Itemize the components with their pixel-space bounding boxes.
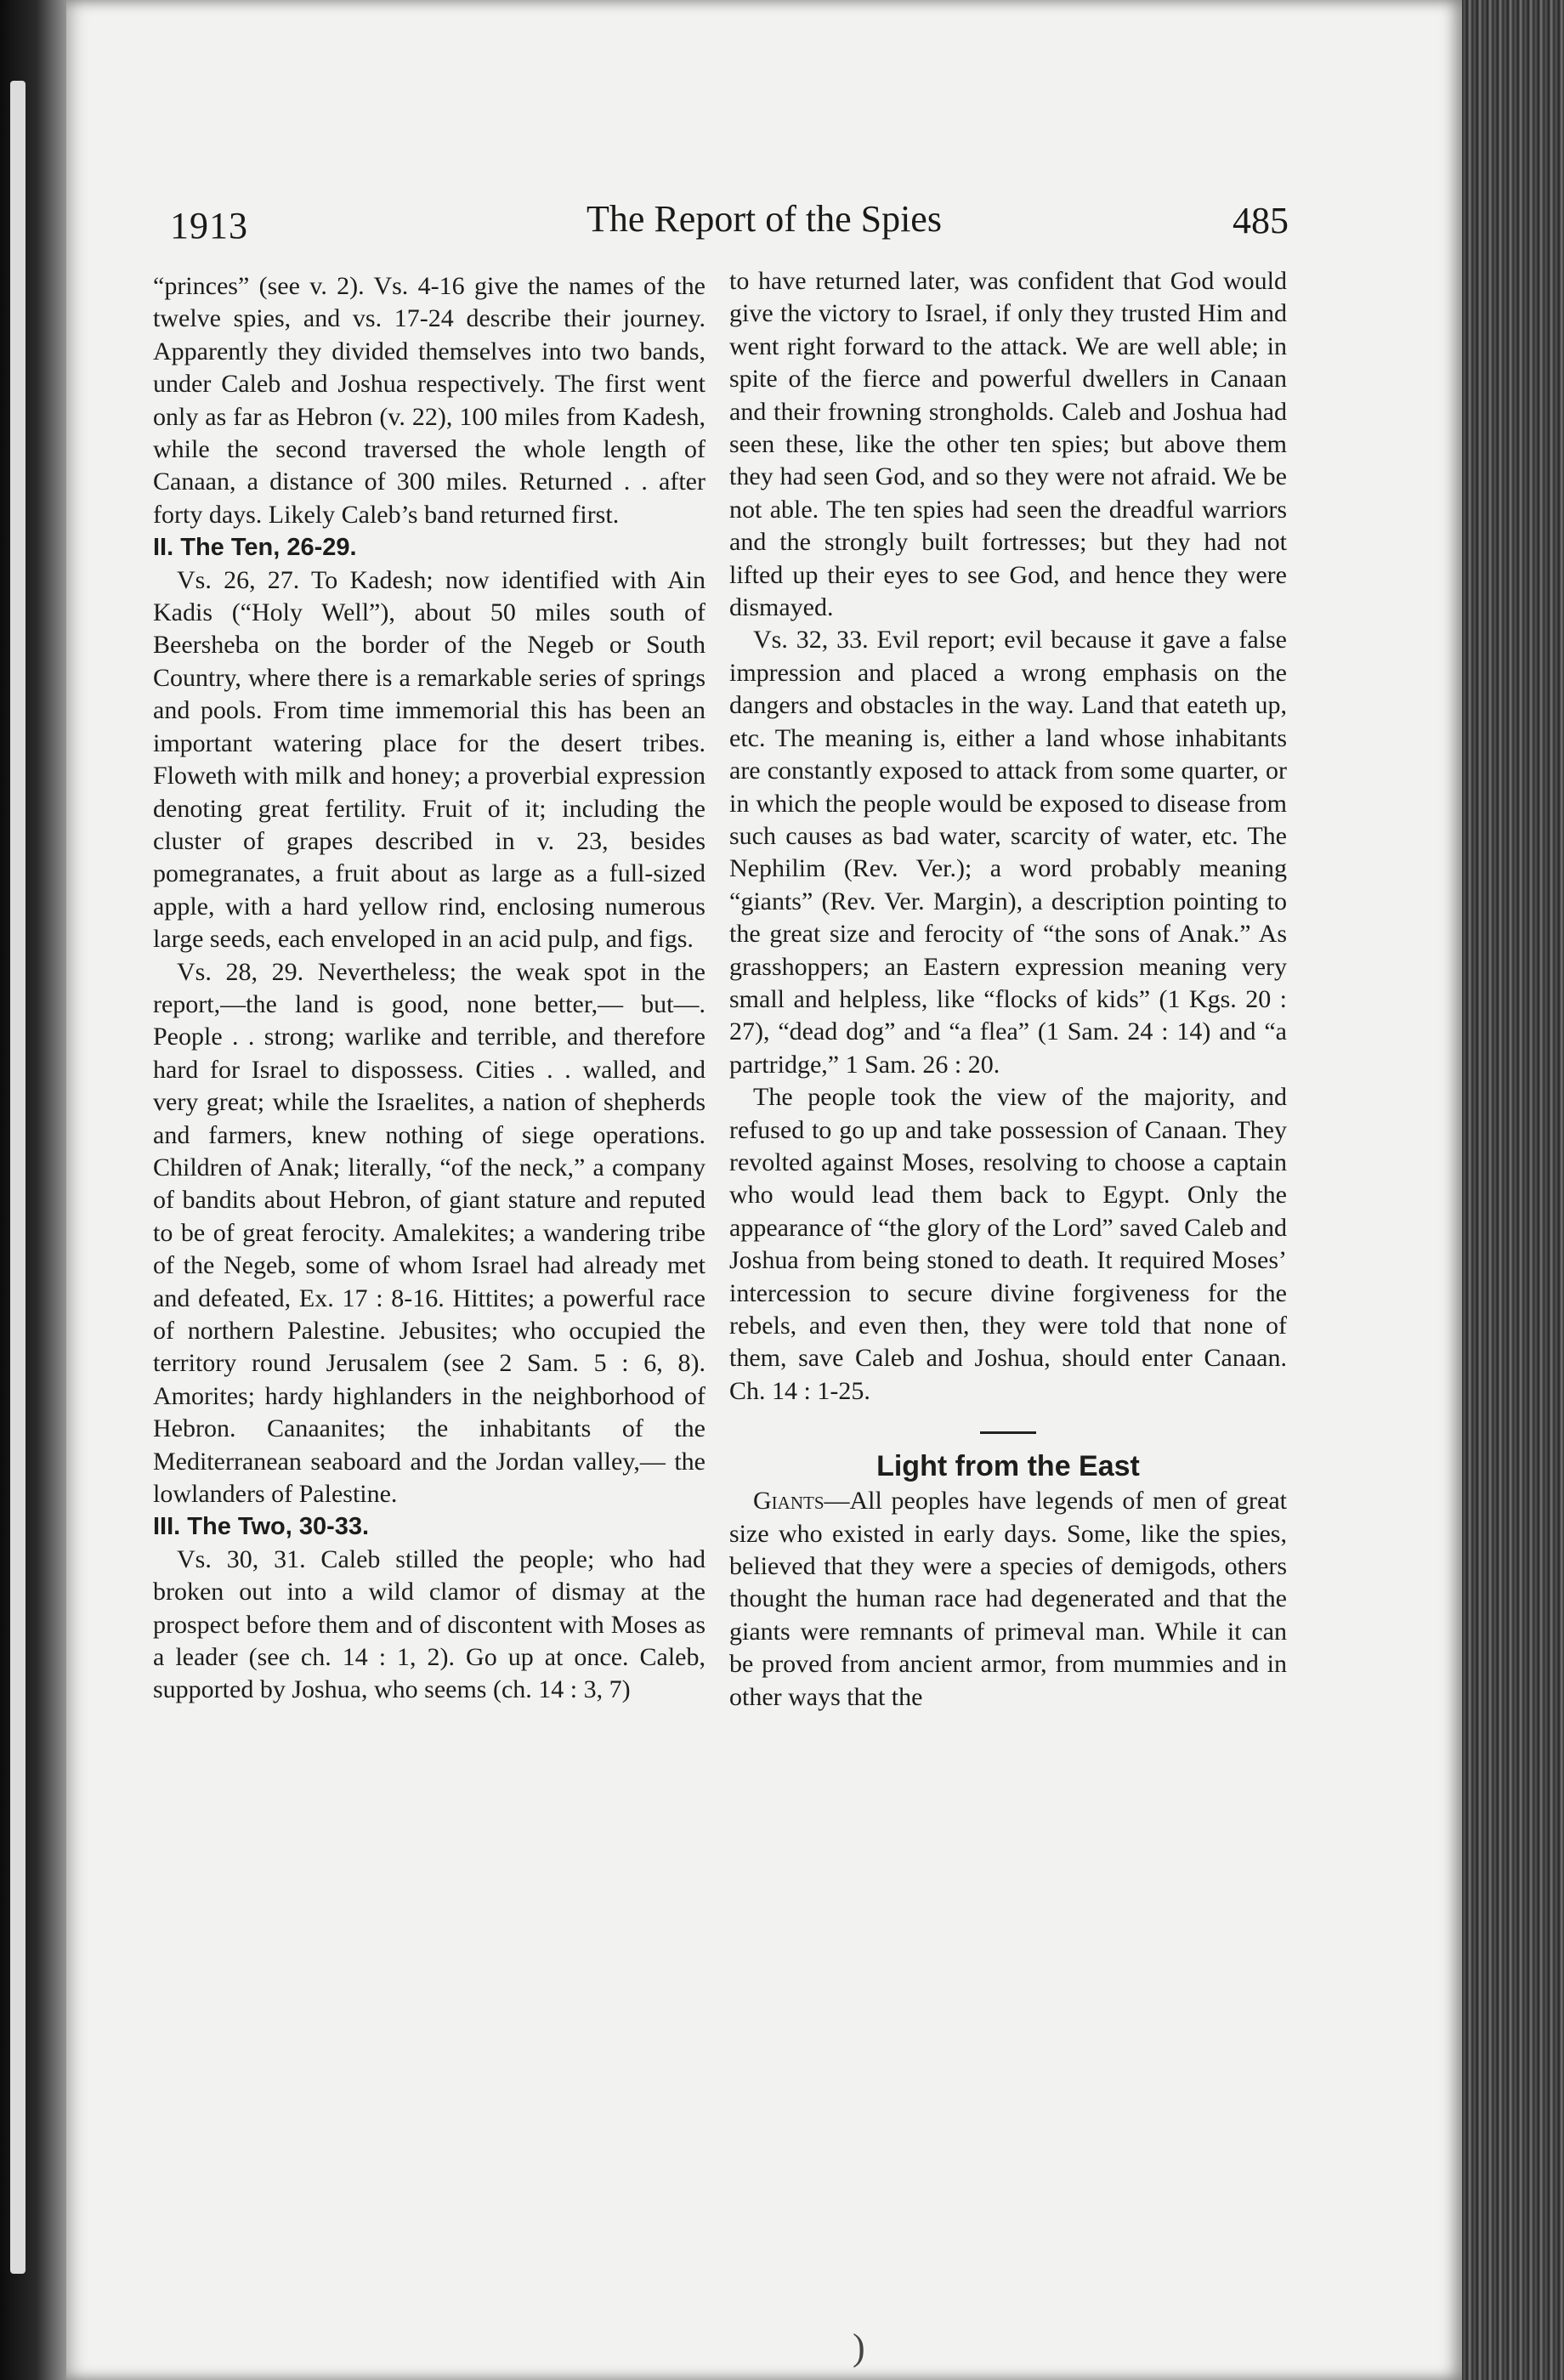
- paragraph: Vs. 28, 29. Nevertheless; the weak spot in the report,—the land is good, none better,— but—. People . . strong; warlike and terrible, and therefore hard for Israel to dispossess. Cities . . walled, and very great; while the Israelites, a nation of shepherds and farmers, knew nothing of siege operations. Children of Anak; literally, “of the neck,” a company of bandits about Hebron, of giant stature and reputed to be of great ferocity. Amalekites; a wandering tribe of the Negeb, some of whom Israel had already met and defeated, Ex. 17 : 8-16. Hittites; a powerful race of northern Palestine. Jebusites; who occupied the territory round Jerusalem (see 2 Sam. 5 : 6, 8). Amorites; hardy highlanders in the neighborhood of Hebron. Canaanites; the inhabitants of the Mediterranean seaboard and the Jordan valley,— the lowlanders of Palestine.: [153, 957, 706, 1509]
- giants-text: —All peoples have legends of men of great size who existed in early days. Some, like the spies, believed that they were a species of demigods, others thought the human race had degenerated and that the giants were remnants of primeval man. While it can be proved from ancient armor, from mummies and in other ways that the: [729, 1487, 1287, 1711]
- page-number: 485: [1232, 200, 1289, 241]
- right-column: [729, 265, 1287, 1714]
- section-heading-the-two: III. The Two, 30-33.: [153, 1513, 370, 1541]
- giants-lead-word: Giants: [753, 1487, 824, 1516]
- section-heading-the-ten: II. The Ten, 26-29.: [153, 534, 357, 562]
- paragraph: Vs. 32, 33. Evil report; evil because it gave a false impression and placed a wrong emphasis on the dangers and obstacles in the way. Land that eateth up, etc. The meaning is, either a land whose inhabitants are constantly exposed to attack from some quarter, or in which the people would be exposed to disease from such causes as bad water, scarcity of water, etc. The Nephilim (Rev. Ver.); a word probably meaning “giants” (Rev. Ver. Margin), a description pointing to the great size and ferocity of “the sons of Anak.” As grasshoppers; an Eastern expression meaning very small and helpless, like “flocks of kids” (1 Kgs. 20 : 27), “dead dog” and “a flea” (1 Sam. 24 : 14) and “a partridge,” 1 Sam. 26 : 20.: [729, 626, 1287, 1079]
- section-divider-rule: [980, 1431, 1036, 1434]
- bottom-scan-mark: ): [853, 2326, 865, 2368]
- paragraph: “princes” (see v. 2). Vs. 4-16 give the names of the twelve spies, and vs. 17-24 describe their journey. Apparently they divided themselves into two bands, under Caleb and Joshua respectively. The first went only as far as Hebron (v. 22), 100 miles from Kadesh, while the second traversed the whole length of Canaan, a distance of 300 miles. Returned . . after forty days. Likely Caleb’s band returned first.: [153, 272, 706, 529]
- running-head-title: The Report of the Spies: [586, 198, 942, 240]
- paragraph: Vs. 30, 31. Caleb stilled the people; who had broken out into a wild clamor of dismay at the prospect before them and of discontent with Moses as a leader (see ch. 14 : 1, 2). Go up at once. Caleb, supported by Joshua, who seems (ch. 14 : 3, 7): [153, 1544, 706, 1704]
- book-fore-edge: [1462, 0, 1564, 2380]
- left-column: [153, 270, 706, 1707]
- book-page: [66, 0, 1462, 2380]
- facing-page-edge: [10, 81, 26, 2274]
- paragraph: The people took the view of the majority, and refused to go up and take possession of Canaan. They revolted against Moses, resolving to choose a captain who would lead them back to Egypt. Only the appearance of “the glory of the Lord” saved Caleb and Joshua from being stoned to death. It required Moses’ intercession to secure divine forgiveness for the rebels, and even then, they were told that none of them, save Caleb and Joshua, should enter Canaan. Ch. 14 : 1-25.: [729, 1083, 1287, 1405]
- running-head: [66, 194, 1462, 245]
- paragraph: to have returned later, was confident that God would give the victory to Israel, if only they trusted Him and went right forward to the attack. We are well able; in spite of the fierce and powerful dwellers in Canaan and their frowning strongholds. Caleb and Joshua had seen these, like the other ten spies; but above them they had seen God, and so they were not afraid. We be not able. The ten spies had seen the dreadful warriors and the strongly built fortresses; but they had not lifted up their eyes to see God, and hence they were dismayed.: [729, 267, 1287, 622]
- paragraph-giants: [729, 1485, 1287, 1714]
- light-from-the-east-heading: Light from the East: [876, 1450, 1140, 1483]
- paragraph: Vs. 26, 27. To Kadesh; now identified with Ain Kadis (“Holy Well”), about 50 miles south of Beersheba on the border of the Negeb or South Country, where there is a remarkable series of springs and pools. From time immemorial this has been an important watering place for the desert tribes. Floweth with milk and honey; a proverbial expression denoting great fertility. Fruit of it; including the cluster of grapes described in v. 23, besides pomegranates, a fruit about as large as a full-sized apple, with a hard yellow rind, enclosing numerous large seeds, each enveloped in an acid pulp, and figs.: [153, 565, 706, 954]
- running-head-year: 1913: [170, 205, 248, 246]
